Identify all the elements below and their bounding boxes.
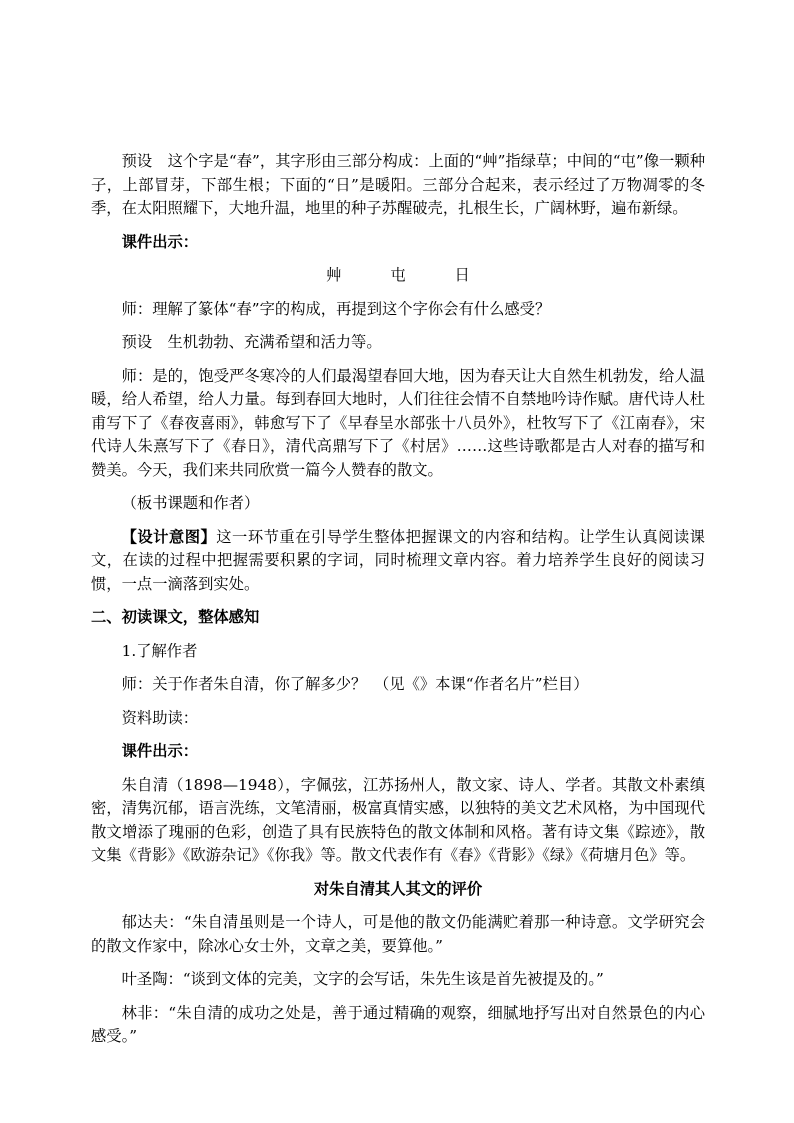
character-components — [91, 264, 705, 288]
item-know-author: 1.了解作者 — [121, 641, 198, 660]
paragraph-teacher-question: 师：理解了篆体“春”字的构成，再提到这个字你会有什么感受？ — [121, 299, 551, 318]
paragraph-board-note: （板书课题和作者） — [121, 494, 260, 512]
courseware-label-2: 课件出示： — [121, 742, 199, 760]
evaluation-heading: 对朱自清其人其文的评价 — [313, 879, 483, 898]
paragraph-author-bio: 朱自清（1898—1948），字佩弦，江苏扬州人，散文家、诗人、学者。其散文朴素缜密，清隽沉郁，语言洗练，文笔清丽，极富真情实感，以独特的美文艺术风格，为中国现代散文增添了瑰丽的色彩，创造了具有民族特色的散文体制和风格。著有诗文集《踪迹》，散文集《背影》《欧游杂记》《你我》等。散文代表作有《春》《背影》《绿》《荷塘月色》等。 — [91, 775, 705, 864]
section-heading-first-reading: 二、初读课文，整体感知 — [91, 608, 260, 626]
paragraph-preset-answer: 预设 生机勃勃、充满希望和活力等。 — [121, 333, 382, 351]
component-grass: 艸 — [326, 266, 342, 284]
component-sun: 日 — [454, 266, 470, 284]
design-intent-label: 【设计意图】 — [121, 527, 217, 546]
quote-ye-shengtao: 叶圣陶：“谈到文体的完美，文字的会写话，朱先生该是首先被提及的。” — [121, 970, 604, 988]
paragraph-reference-material: 资料助读： — [121, 708, 199, 727]
quote-yu-dafu: 郁达夫：“朱自清虽则是一个诗人，可是他的散文仍能满贮着那一种诗意。文学研究会的散文作家中，除冰心女士外，文章之美，要算他。” — [91, 913, 705, 955]
paragraph-teacher-author-question: 师：关于作者朱自清，你了解多少？ （见《》本课“作者名片”栏目） — [121, 675, 589, 693]
courseware-label: 课件出示： — [121, 232, 199, 251]
document-page — [91, 150, 705, 1059]
paragraph-design-intent — [91, 526, 705, 597]
quote-lin-fei: 林非：“朱自清的成功之处是，善于通过精确的观察，细腻地抒写出对自然景色的内心感受。” — [91, 1003, 705, 1045]
design-intent-text: 这一环节重在引导学生整体把握课文的内容和结构。让学生认真阅读课文，在读的过程中把握需要积累的字词，同时梳理文章内容。着力培养学生良好的阅读习惯，一点一滴落到实处。 — [91, 527, 705, 593]
paragraph-teacher-spring-poems: 师：是的，饱受严冬寒冷的人们最渴望春回大地，因为春天让大自然生机勃发，给人温暖，给人希望，给人力量。每到春回大地时，人们往往会情不自禁地吟诗作赋。唐代诗人杜甫写下了《春夜喜雨》，韩愈写下了《早春呈水部张十八员外》，杜牧写下了《江南春》，宋代诗人朱熹写下了《春日》，清代高鼎写下了《村居》……这些诗歌都是古人对春的描写和赞美。今天，我们来共同欣赏一篇今人赞春的散文。 — [91, 366, 705, 479]
component-seed: 屯 — [390, 266, 406, 284]
paragraph-preset-spring-character: 预设 这个字是“春”，其字形由三部分构成：上面的“艸”指绿草；中间的“屯”像一颗种子，上部冒芽，下部生根；下面的“日”是暖阳。三部分合起来，表示经过了万物凋零的冬季，在太阳照耀下，大地升温，地里的种子苏醒破壳，扎根生长，广阔林野，遍布新绿。 — [91, 152, 705, 217]
